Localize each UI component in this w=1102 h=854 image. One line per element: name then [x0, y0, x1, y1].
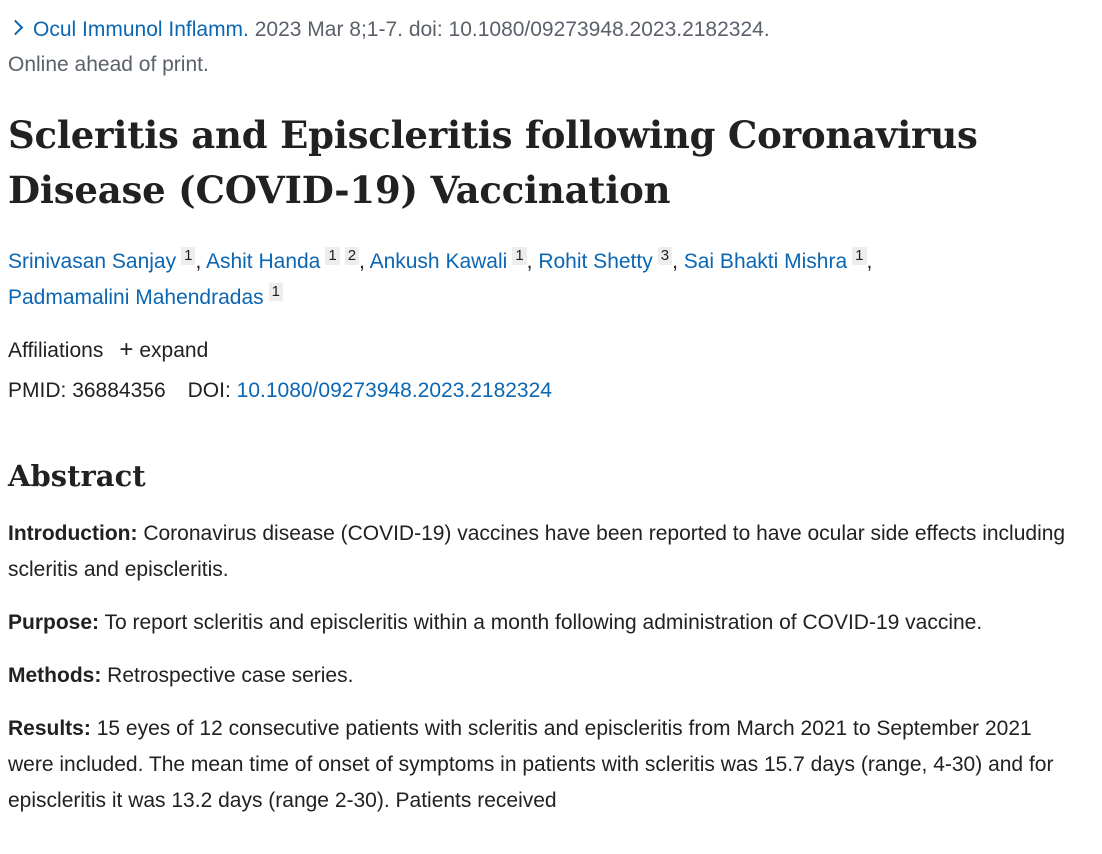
affiliation-number[interactable]: 1 [181, 247, 195, 265]
section-label: Results: [8, 717, 91, 740]
doi-label: DOI: [187, 379, 231, 402]
author-link[interactable]: Srinivasan Sanjay [8, 250, 177, 273]
abstract-heading: Abstract [8, 459, 146, 493]
article-title: Scleritis and Episcleritis following Coronavirus Disease (COVID-19) Vaccination [8, 113, 978, 212]
author-list: Srinivasan Sanjay 1 , Ashit Handa 1 2 , Ankush Kawali 1 , Rohit Shetty 3 , Sai Bhakti Mishra 1 , Padmamalini Mahendradas 1 [8, 247, 873, 309]
abstract-section-purpose [8, 605, 1078, 641]
section-label: Introduction: [8, 522, 138, 545]
section-label: Methods: [8, 664, 102, 687]
pmid-value: 36884356 [72, 379, 166, 402]
author-link[interactable]: Ashit Handa [205, 250, 321, 273]
abstract-body [8, 516, 1078, 836]
author-link[interactable]: Padmamalini Mahendradas [8, 286, 264, 309]
section-text: Coronavirus disease (COVID-19) vaccines have been reported to have ocular side effects including scleritis and episcleritis. [8, 522, 1066, 581]
doi-link[interactable]: 10.1080/09273948.2023.2182324 [236, 379, 552, 402]
affiliation-number[interactable]: 1 [325, 247, 339, 265]
section-text: To report scleritis and episcleritis within a month following administration of COVID-19 vaccine. [104, 611, 983, 634]
publication-status: Online ahead of print. [8, 53, 209, 76]
citation-details: 2023 Mar 8;1-7. doi: 10.1080/09273948.2023.2182324. [254, 18, 770, 41]
section-text: 15 eyes of 12 consecutive patients with scleritis and episcleritis from March 2021 to September 2021 were included. The mean time of onset of symptoms in patients with scleritis was 15.7 days (range, 4-30) and for episcleritis it was 13.2 days (range 2-30). Patients received [8, 717, 1054, 812]
abstract-section-results [8, 711, 1078, 819]
chevron-right-icon[interactable] [8, 20, 24, 36]
affiliation-number[interactable]: 1 [269, 283, 283, 301]
journal-link[interactable]: Ocul Immunol Inflamm. [33, 18, 249, 41]
plus-icon[interactable]: + [119, 336, 134, 363]
affiliations-label: Affiliations [8, 339, 104, 362]
identifiers [8, 374, 552, 408]
affiliation-number[interactable]: 1 [852, 247, 866, 265]
affiliation-number[interactable]: 1 [512, 247, 526, 265]
affiliation-number[interactable]: 2 [345, 247, 359, 265]
author-link[interactable]: Sai Bhakti Mishra [683, 250, 848, 273]
affiliations-toggle[interactable] [8, 334, 208, 368]
section-text: Retrospective case series. [107, 664, 354, 687]
citation-line [8, 12, 770, 82]
pmid-label: PMID: [8, 379, 67, 402]
abstract-section-methods [8, 658, 1078, 694]
section-label: Purpose: [8, 611, 100, 634]
author-link[interactable]: Ankush Kawali [369, 250, 508, 273]
author-link[interactable]: Rohit Shetty [538, 250, 653, 273]
abstract-section-introduction [8, 516, 1078, 588]
affiliation-number[interactable]: 3 [658, 247, 672, 265]
expand-link[interactable]: expand [139, 339, 209, 362]
